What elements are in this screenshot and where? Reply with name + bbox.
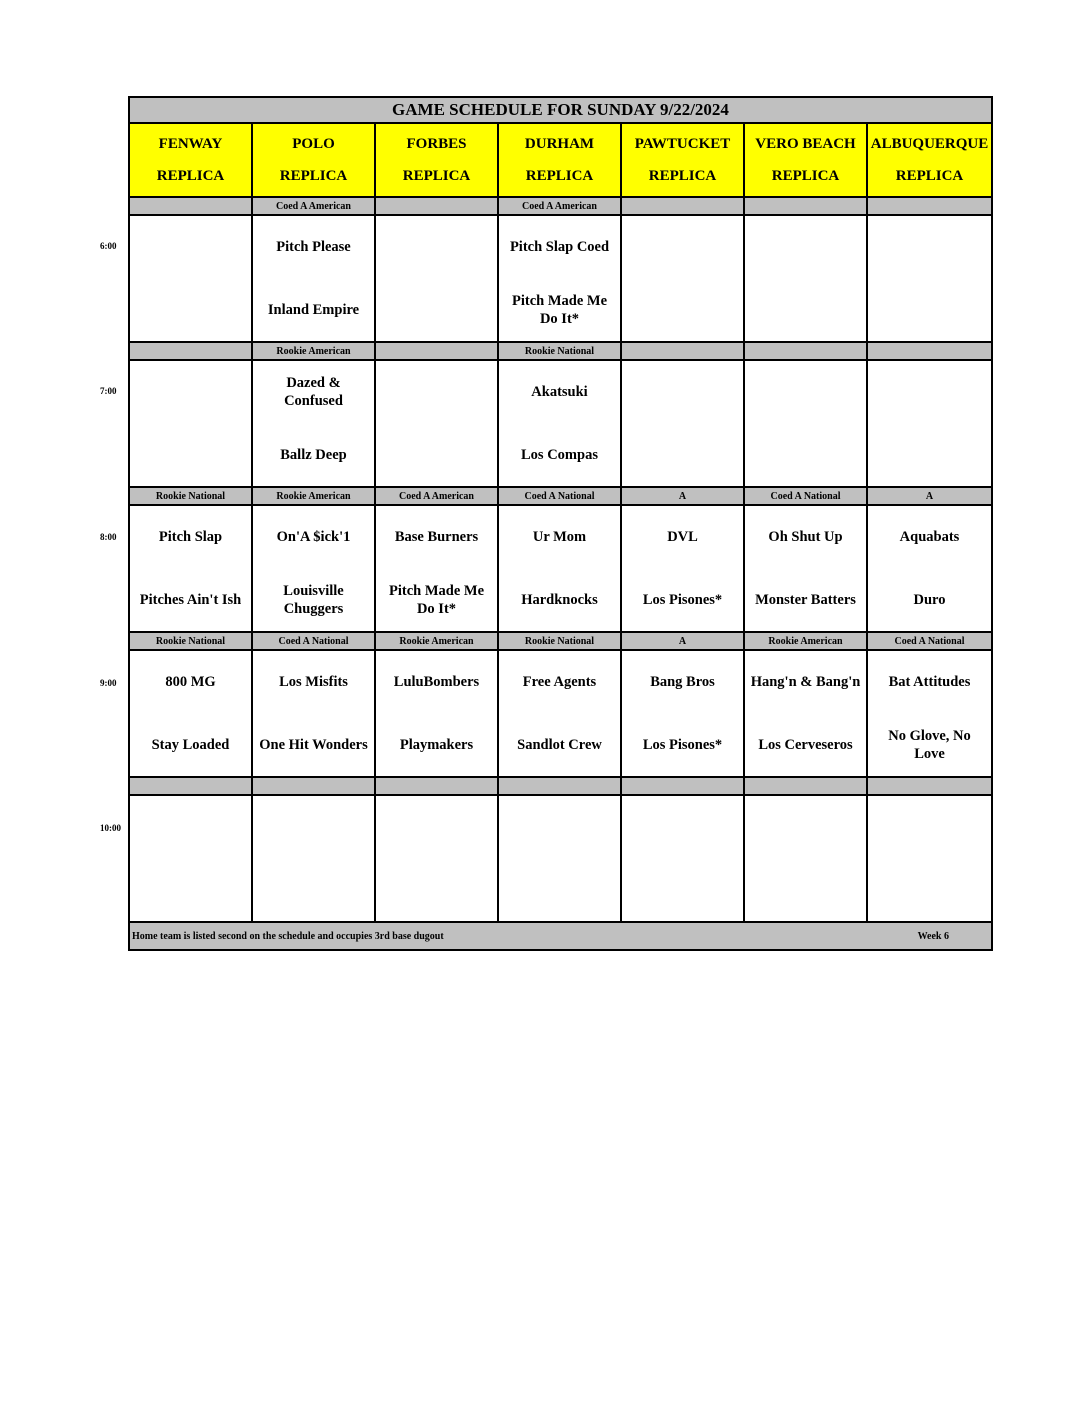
game-cell xyxy=(745,651,868,778)
field-header xyxy=(376,124,499,198)
division-label xyxy=(376,778,499,796)
division-label xyxy=(622,778,745,796)
game-cell xyxy=(253,216,376,343)
home-team xyxy=(376,424,497,487)
away-team: Pitch Slap xyxy=(158,529,223,546)
away-team xyxy=(130,216,251,279)
division-label xyxy=(868,198,991,216)
home-team xyxy=(622,859,743,922)
division-label xyxy=(499,778,622,796)
division-label: Rookie National xyxy=(130,488,253,506)
away-team xyxy=(130,361,251,424)
home-team: One Hit Wonders xyxy=(259,736,368,753)
home-team: No Glove, No Love xyxy=(888,727,971,762)
field-header xyxy=(130,124,253,198)
away-team xyxy=(868,796,991,859)
away-team: 800 MG xyxy=(165,674,216,691)
home-team: Ballz Deep xyxy=(280,446,347,463)
away-team xyxy=(868,216,991,279)
home-team xyxy=(745,859,866,922)
game-cell xyxy=(868,361,991,488)
division-label: Rookie National xyxy=(130,633,253,651)
away-team xyxy=(376,216,497,279)
time-label: 6:00 xyxy=(100,241,117,251)
home-team xyxy=(622,424,743,487)
away-team: LuluBombers xyxy=(393,674,480,691)
home-team: Pitches Ain't Ish xyxy=(139,591,242,608)
away-team xyxy=(622,216,743,279)
division-label xyxy=(130,343,253,361)
game-cell xyxy=(868,216,991,343)
game-cell xyxy=(253,506,376,633)
field-subtitle: REPLICA xyxy=(279,167,348,184)
field-name: POLO xyxy=(292,135,335,152)
away-team: Aquabats xyxy=(899,529,960,546)
division-label: A xyxy=(868,488,991,506)
away-team xyxy=(745,796,866,859)
away-team: On'A $ick'1 xyxy=(276,529,351,546)
game-cell xyxy=(622,796,745,923)
home-team xyxy=(745,279,866,342)
division-label xyxy=(745,343,868,361)
week-label: Week 6 xyxy=(917,930,949,942)
field-subtitle: REPLICA xyxy=(402,167,471,184)
time-label: 9:00 xyxy=(100,678,117,688)
game-cell xyxy=(376,361,499,488)
away-team xyxy=(622,796,743,859)
away-team xyxy=(868,361,991,424)
division-label xyxy=(253,778,376,796)
game-cell xyxy=(376,651,499,778)
home-team xyxy=(745,424,866,487)
home-team: Louisville Chuggers xyxy=(283,582,344,617)
time-label: 10:00 xyxy=(100,823,121,833)
division-label xyxy=(868,778,991,796)
away-team xyxy=(376,796,497,859)
home-team: Los Pisones* xyxy=(642,736,723,753)
schedule-table xyxy=(128,96,993,951)
game-cell xyxy=(376,796,499,923)
division-label xyxy=(130,198,253,216)
division-label xyxy=(745,198,868,216)
home-team xyxy=(868,424,991,487)
game-cell xyxy=(622,506,745,633)
home-team xyxy=(376,279,497,342)
away-team: Bang Bros xyxy=(650,674,715,691)
game-cell xyxy=(499,361,622,488)
home-team: Pitch Made Me Do It* xyxy=(511,292,608,327)
game-cell xyxy=(130,506,253,633)
field-header xyxy=(745,124,868,198)
away-team xyxy=(499,796,620,859)
game-cell xyxy=(130,651,253,778)
division-label: Rookie American xyxy=(253,488,376,506)
away-team xyxy=(745,216,866,279)
away-team: Los Misfits xyxy=(279,674,348,691)
home-team: Stay Loaded xyxy=(151,736,230,753)
field-name: PAWTUCKET xyxy=(634,135,731,152)
division-label: Coed A National xyxy=(499,488,622,506)
away-team: Free Agents xyxy=(522,674,597,691)
field-name: VERO BEACH xyxy=(755,135,856,152)
field-name: DURHAM xyxy=(524,135,595,152)
away-team: Oh Shut Up xyxy=(768,529,843,546)
division-label xyxy=(622,343,745,361)
time-label: 8:00 xyxy=(100,532,117,542)
home-team xyxy=(622,279,743,342)
division-label: Coed A American xyxy=(376,488,499,506)
home-team: Pitch Made Me Do It* xyxy=(388,582,485,617)
away-team: Akatsuki xyxy=(531,384,588,401)
field-subtitle: REPLICA xyxy=(525,167,594,184)
game-cell xyxy=(253,651,376,778)
field-header xyxy=(253,124,376,198)
game-cell xyxy=(745,506,868,633)
game-cell xyxy=(622,651,745,778)
away-team: Pitch Please xyxy=(276,239,351,256)
home-team xyxy=(130,424,251,487)
field-name: FORBES xyxy=(406,135,467,152)
game-cell xyxy=(130,796,253,923)
field-subtitle: REPLICA xyxy=(771,167,840,184)
away-team xyxy=(253,796,374,859)
field-header xyxy=(499,124,622,198)
division-label xyxy=(622,198,745,216)
home-team xyxy=(499,859,620,922)
home-team: Los Cerveseros xyxy=(758,736,853,753)
home-team: Los Compas xyxy=(521,446,598,463)
home-team xyxy=(868,859,991,922)
game-cell xyxy=(499,651,622,778)
division-label: Rookie American xyxy=(376,633,499,651)
game-cell xyxy=(868,796,991,923)
game-cell xyxy=(376,216,499,343)
field-header xyxy=(868,124,991,198)
home-team xyxy=(253,859,374,922)
division-label xyxy=(376,343,499,361)
game-cell xyxy=(130,361,253,488)
home-team: Hardknocks xyxy=(521,591,598,608)
division-label xyxy=(130,778,253,796)
division-label: Rookie National xyxy=(499,343,622,361)
game-cell xyxy=(499,506,622,633)
away-team: DVL xyxy=(667,529,698,546)
division-label: Coed A American xyxy=(253,198,376,216)
division-label: Coed A National xyxy=(253,633,376,651)
away-team: Pitch Slap Coed xyxy=(509,239,610,256)
game-cell xyxy=(499,216,622,343)
away-team: Dazed & Confused xyxy=(284,375,343,410)
game-cell xyxy=(745,361,868,488)
away-team xyxy=(130,796,251,859)
home-team: Monster Batters xyxy=(755,591,856,608)
home-team xyxy=(130,279,251,342)
field-name: ALBUQUERQUE xyxy=(870,135,989,152)
division-label xyxy=(376,198,499,216)
division-label xyxy=(745,778,868,796)
home-team: Inland Empire xyxy=(267,301,360,318)
game-cell xyxy=(868,651,991,778)
field-name: FENWAY xyxy=(158,135,223,152)
game-cell xyxy=(499,796,622,923)
away-team xyxy=(745,361,866,424)
time-label: 7:00 xyxy=(100,386,117,396)
away-team: Base Burners xyxy=(394,529,479,546)
game-cell xyxy=(376,506,499,633)
home-team: Sandlot Crew xyxy=(517,736,602,753)
field-subtitle: REPLICA xyxy=(156,167,225,184)
game-cell xyxy=(622,216,745,343)
home-team: Los Pisones* xyxy=(642,591,723,608)
division-label: A xyxy=(622,488,745,506)
away-team xyxy=(622,361,743,424)
away-team: Bat Attitudes xyxy=(888,674,971,691)
schedule-title: GAME SCHEDULE FOR SUNDAY 9/22/2024 xyxy=(130,98,991,124)
game-cell xyxy=(868,506,991,633)
division-label: Rookie American xyxy=(253,343,376,361)
footer-note: Home team is listed second on the schedule and occupies 3rd base dugout xyxy=(132,930,444,942)
division-label: Coed A National xyxy=(868,633,991,651)
division-label: Rookie American xyxy=(745,633,868,651)
game-cell xyxy=(253,796,376,923)
game-cell xyxy=(745,216,868,343)
field-subtitle: REPLICA xyxy=(895,167,964,184)
division-label xyxy=(868,343,991,361)
schedule-footer xyxy=(130,923,991,949)
division-label: Coed A American xyxy=(499,198,622,216)
home-team: Playmakers xyxy=(399,736,474,753)
division-label: A xyxy=(622,633,745,651)
division-label: Rookie National xyxy=(499,633,622,651)
home-team xyxy=(376,859,497,922)
home-team xyxy=(130,859,251,922)
home-team xyxy=(868,279,991,342)
game-cell xyxy=(130,216,253,343)
away-team: Hang'n & Bang'n xyxy=(750,674,861,691)
away-team: Ur Mom xyxy=(532,529,587,546)
game-cell xyxy=(253,361,376,488)
home-team: Duro xyxy=(913,591,946,608)
field-header xyxy=(622,124,745,198)
away-team xyxy=(376,361,497,424)
game-cell xyxy=(622,361,745,488)
division-label: Coed A National xyxy=(745,488,868,506)
field-subtitle: REPLICA xyxy=(648,167,717,184)
game-cell xyxy=(745,796,868,923)
